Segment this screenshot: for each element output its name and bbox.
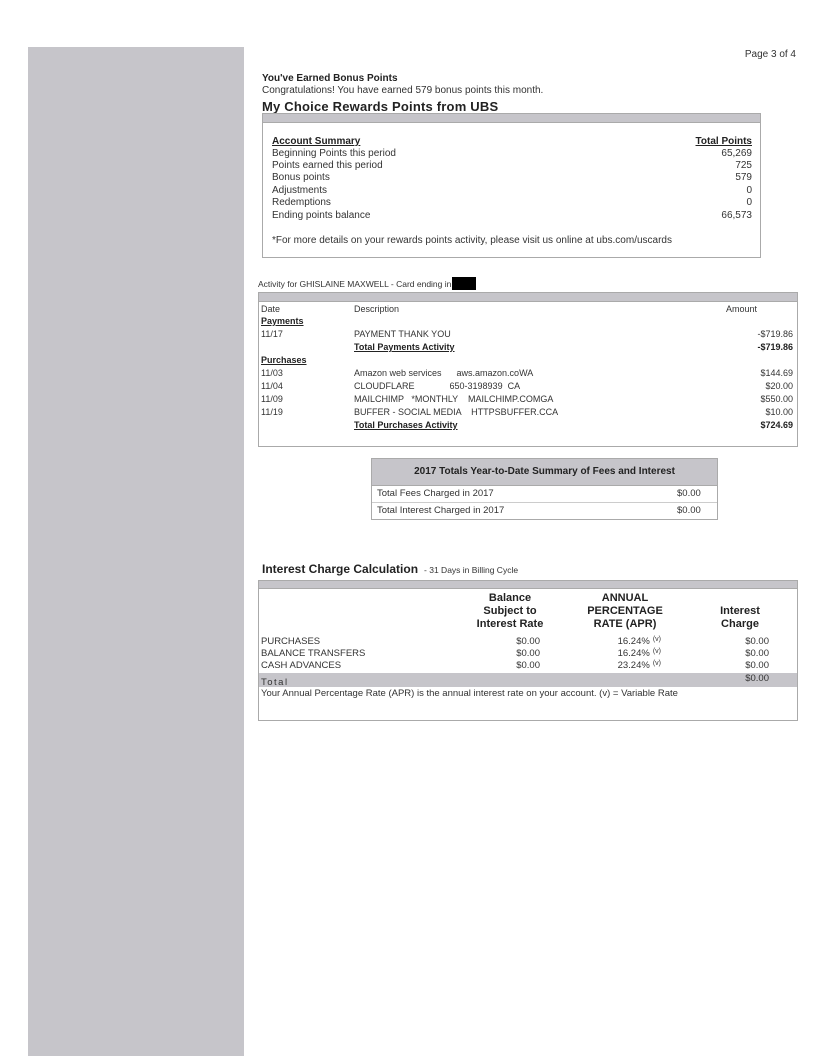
table-row: PURCHASES $0.00 16.24% $^{(v)}$ $0.00: [261, 636, 769, 647]
charge-column-header: Interest Charge: [720, 605, 760, 630]
total-points-label: Total Points: [695, 136, 752, 147]
rewards-summary-box: [262, 113, 761, 258]
rewards-title: My Choice Rewards Points from UBS: [262, 99, 499, 114]
rewards-header-bar: [263, 114, 760, 123]
rewards-row: Adjustments 0: [272, 185, 752, 196]
billing-cycle-note: - 31 Days in Billing Cycle: [424, 565, 519, 575]
purchases-section-label: Purchases: [261, 355, 307, 365]
interest-table: [258, 580, 798, 721]
rewards-row: Beginning Points this period 65,269: [272, 148, 752, 159]
interest-header-bar: [259, 581, 797, 589]
fees-summary-title: 2017 Totals Year-to-Date Summary of Fees and Interest: [372, 459, 717, 486]
table-row: 11/19 BUFFER - SOCIAL MEDIA HTTPSBUFFER.CCA $10.00: [261, 407, 793, 417]
fees-summary-table: [371, 458, 718, 520]
table-row: 11/09 MAILCHIMP *MONTHLY MAILCHIMP.COMGA $550.00: [261, 394, 793, 404]
rewards-row: Points earned this period 725: [272, 160, 752, 171]
activity-header-row: Date Description Amount: [261, 304, 757, 314]
payments-total-row: Total Payments Activity -$719.86: [354, 342, 793, 352]
rewards-row: Redemptions 0: [272, 197, 752, 208]
activity-table: [258, 292, 798, 447]
apr-column-header: ANNUAL PERCENTAGE RATE (APR): [587, 592, 663, 630]
table-row: BALANCE TRANSFERS $0.00 16.24% $^{(v)}$ $0.00: [261, 648, 769, 659]
left-margin-band: [28, 47, 244, 1056]
activity-caption: Activity for GHISLAINE MAXWELL - Card ending in: [258, 277, 476, 290]
bonus-notice: [262, 73, 543, 96]
purchases-total-row: Total Purchases Activity $724.69: [354, 420, 793, 430]
page-number: Page 3 of 4: [744, 49, 796, 60]
table-row: 11/04 CLOUDFLARE 650-3198939 CA $20.00: [261, 381, 793, 391]
account-summary-label: Account Summary: [272, 136, 361, 147]
payments-section-label: Payments: [261, 316, 304, 326]
rewards-header-row: [272, 136, 752, 147]
bonus-heading: You've Earned Bonus Points: [262, 73, 398, 84]
apr-footnote: Your Annual Percentage Rate (APR) is the annual interest rate on your account. (v) = Variable Rate: [261, 688, 678, 699]
rewards-row: Bonus points 579: [272, 172, 752, 183]
table-row: Total Fees Charged in 2017 $0.00: [372, 486, 717, 503]
table-row: 11/03 Amazon web services aws.amazon.coWA $144.69: [261, 368, 793, 378]
redaction-block: [452, 277, 476, 290]
rewards-row: Ending points balance 66,573: [272, 210, 752, 221]
table-row: 11/17 PAYMENT THANK YOU -$719.86: [261, 329, 793, 339]
activity-header-bar: [259, 293, 797, 302]
balance-column-header: Balance Subject to Interest Rate: [476, 592, 544, 630]
table-row: CASH ADVANCES $0.00 23.24% $^{(v)}$ $0.00: [261, 660, 769, 671]
rewards-note: *For more details on your rewards points activity, please visit us online at ubs.com/uscards: [272, 235, 672, 246]
interest-section-title: Interest Charge Calculation - 31 Days in Billing Cycle: [262, 562, 519, 576]
interest-total-row: Total $0.00: [259, 673, 797, 687]
bonus-text: Congratulations! You have earned 579 bonus points this month.: [262, 85, 544, 96]
table-row: Total Interest Charged in 2017 $0.00: [377, 505, 701, 516]
